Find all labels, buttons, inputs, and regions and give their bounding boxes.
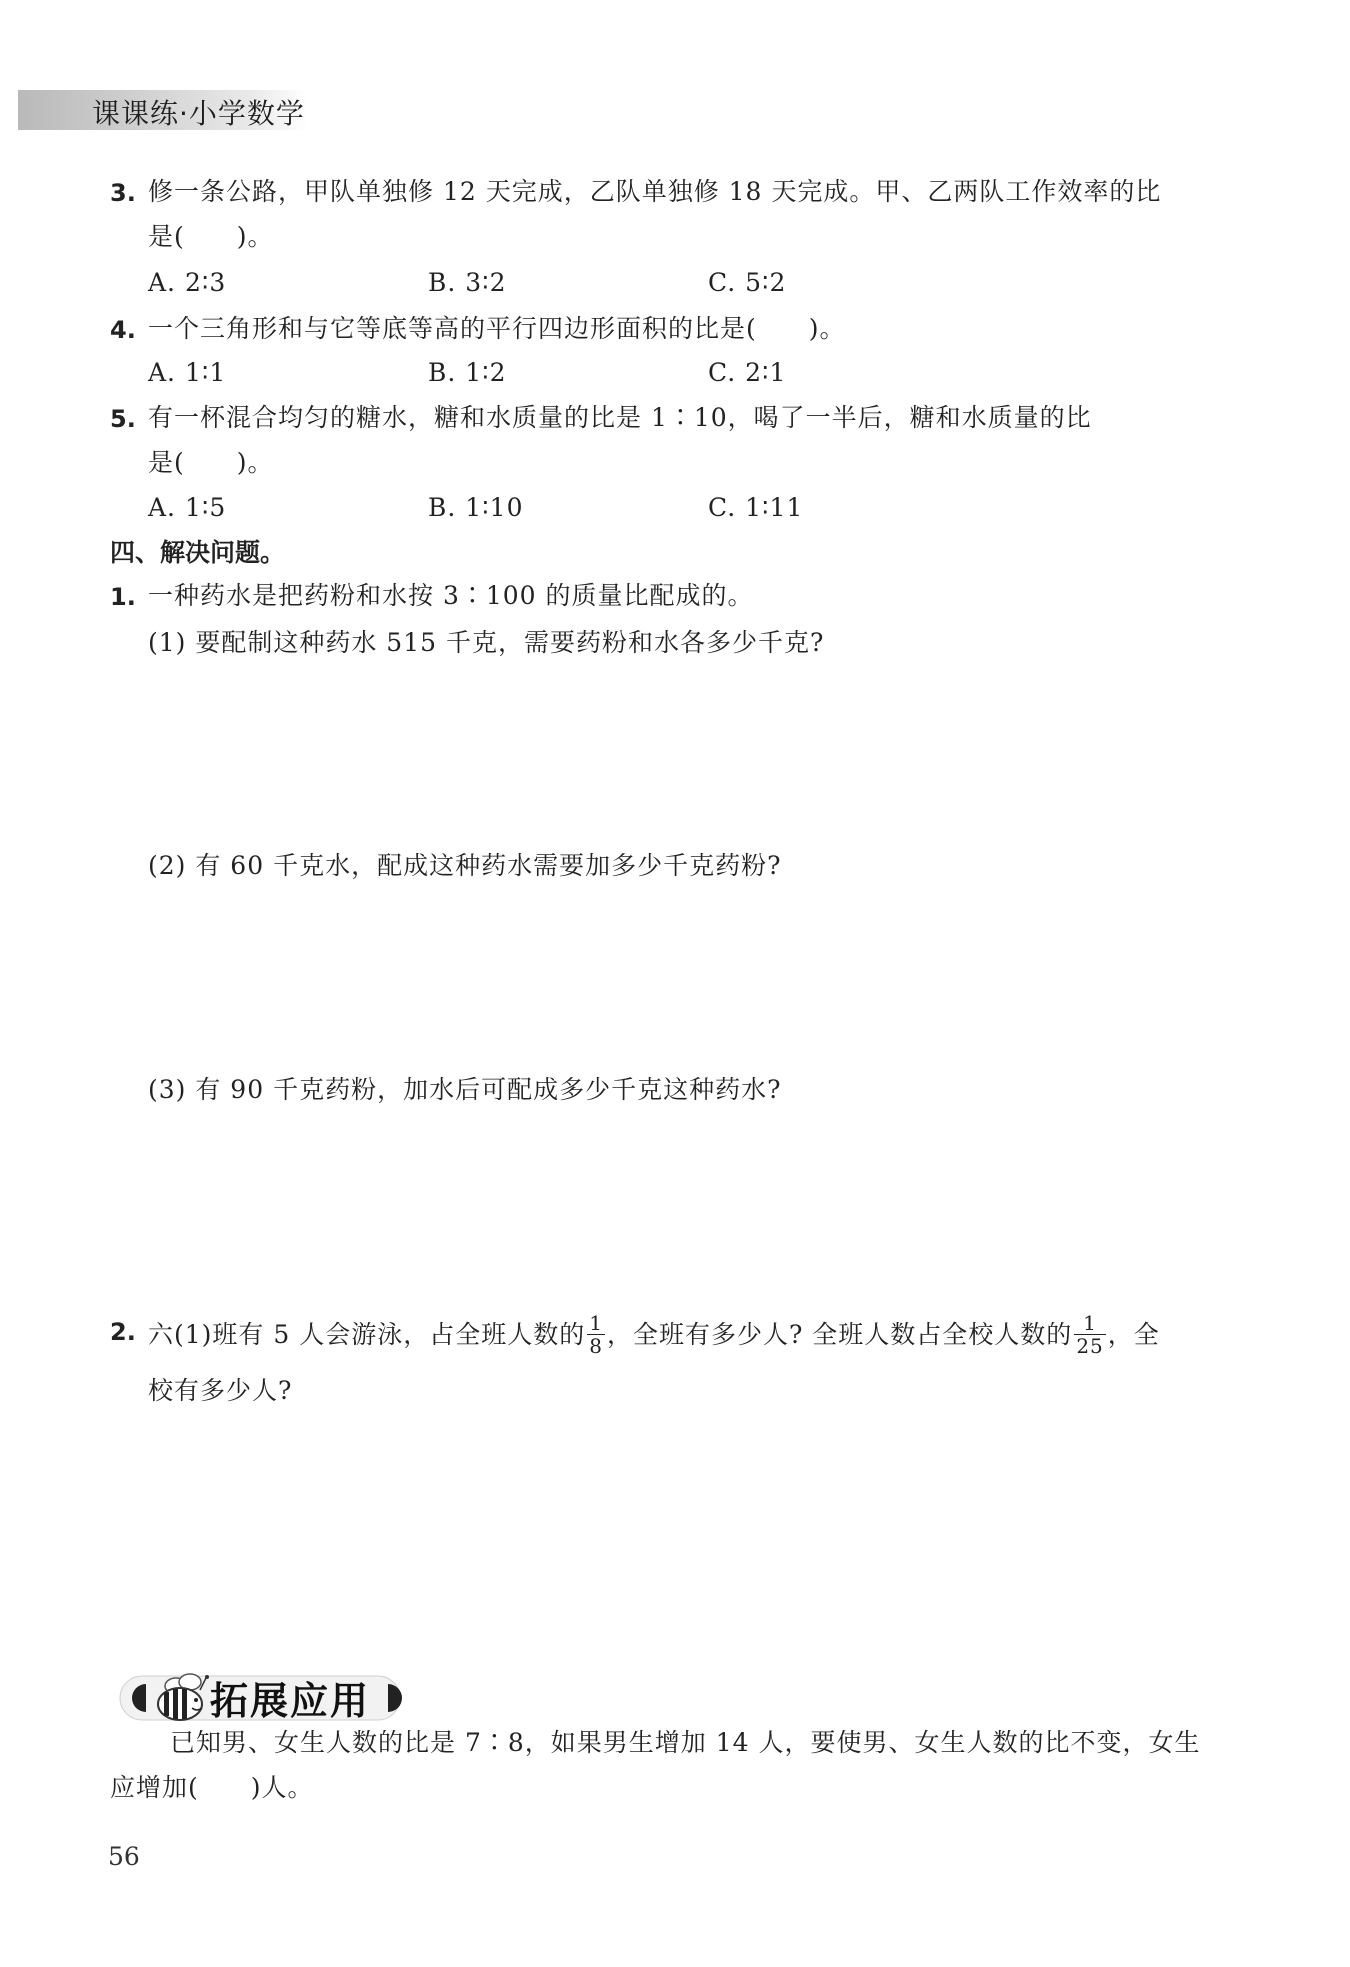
extension-title: 拓展应用 xyxy=(210,1679,371,1723)
q5-text-line2: 是( )。 xyxy=(148,448,274,477)
p1-sub1: (1) 要配制这种药水 515 千克，需要药粉和水各多少千克? xyxy=(148,628,825,657)
p2-text-line2: 校有多少人? xyxy=(148,1376,293,1405)
extension-line1: 已知男、女生人数的比是 7∶8，如果男生增加 14 人，要使男、女生人数的比不变，女生 xyxy=(170,1728,1201,1757)
q5-option-b: B. 1∶10 xyxy=(428,493,524,522)
banner-right-cap xyxy=(388,1684,402,1712)
q4-option-a: A. 1∶1 xyxy=(148,358,227,387)
q4-option-b: B. 1∶2 xyxy=(428,358,507,387)
p2-frac2-denominator: 25 xyxy=(1076,1334,1104,1358)
q5-option-c: C. 1∶11 xyxy=(708,493,804,522)
p2-text-line1 xyxy=(148,1311,1160,1359)
q5-number: 5. xyxy=(110,405,136,433)
header-title: 课课练·小学数学 xyxy=(92,97,305,130)
p1-sub3: (3) 有 90 千克药粉，加水后可配成多少千克这种药水? xyxy=(148,1075,782,1104)
p1-number: 1. xyxy=(110,583,136,611)
q5-option-a: A. 1∶5 xyxy=(148,493,227,522)
q3-text-line1: 修一条公路，甲队单独修 12 天完成，乙队单独修 18 天完成。甲、乙两队工作效率的比 xyxy=(148,177,1162,206)
p2-frac2-numerator: 1 xyxy=(1074,1312,1105,1335)
p2-fraction-1-25 xyxy=(1074,1312,1105,1357)
p2-frac1-denominator: 8 xyxy=(589,1334,603,1358)
q3-number: 3. xyxy=(110,179,136,207)
p1-stem: 一种药水是把药粉和水按 3∶100 的质量比配成的。 xyxy=(148,581,754,610)
q3-option-c: C. 5∶2 xyxy=(708,268,787,297)
p1-sub2: (2) 有 60 千克水，配成这种药水需要加多少千克药粉? xyxy=(148,851,782,880)
p2-fraction-1-8 xyxy=(587,1312,605,1357)
q3-text-line2: 是( )。 xyxy=(148,222,274,251)
page-number: 56 xyxy=(108,1842,140,1871)
q4-number: 4. xyxy=(110,316,136,344)
q4-text-line1: 一个三角形和与它等底等高的平行四边形面积的比是( )。 xyxy=(148,314,846,343)
section-4-heading: 四、解决问题。 xyxy=(110,538,286,567)
extension-line2: 应增加( )人。 xyxy=(110,1773,314,1802)
q5-text-line1: 有一杯混合均匀的糖水，糖和水质量的比是 1∶10，喝了一半后，糖和水质量的比 xyxy=(148,403,1092,432)
q3-option-b: B. 3∶2 xyxy=(428,268,507,297)
p2-part2: ，全班有多少人? 全班人数占全校人数的 xyxy=(606,1320,1073,1349)
p2-part3: ，全 xyxy=(1107,1320,1160,1349)
p2-frac1-numerator: 1 xyxy=(589,1311,603,1335)
q4-option-c: C. 2∶1 xyxy=(708,358,787,387)
p2-part1: 六(1)班有 5 人会游泳，占全班人数的 xyxy=(148,1320,586,1349)
q3-option-a: A. 2∶3 xyxy=(148,268,227,297)
p2-number: 2. xyxy=(110,1318,136,1346)
